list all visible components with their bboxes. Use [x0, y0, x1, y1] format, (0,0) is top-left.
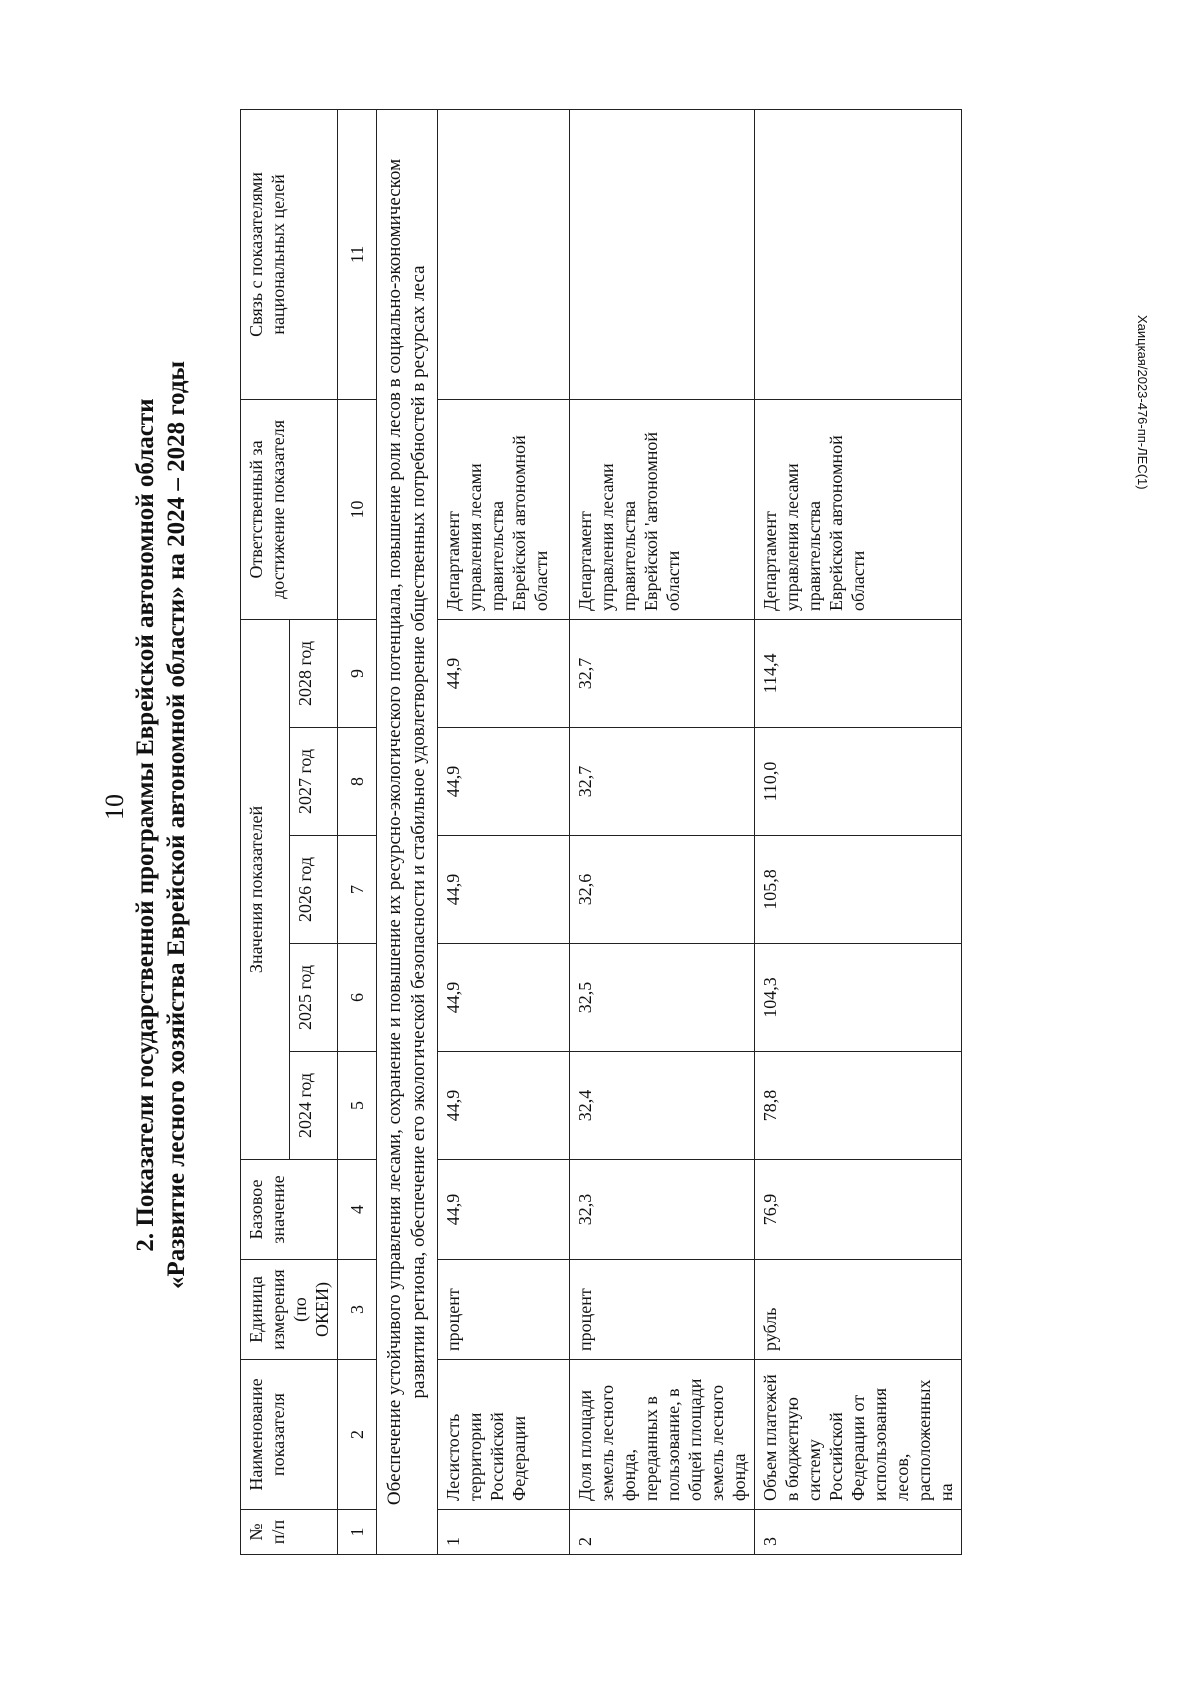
- row-name: Объем платежей в бюджетную систему Российской Федерации от использования лесов, расположенных на: [755, 1360, 962, 1510]
- column-number: 9: [338, 619, 377, 727]
- column-number: 10: [338, 399, 377, 619]
- indicators-table: [240, 109, 962, 1555]
- title-line-2: «Развитие лесного хозяйства Еврейской автономной области» на 2024 – 2028 годы: [163, 360, 190, 1290]
- table-row: [755, 109, 962, 1554]
- column-number: 2: [338, 1360, 377, 1510]
- row-value-2024: 44,9: [438, 1052, 570, 1160]
- responsible-line: правительства: [487, 501, 507, 611]
- row-responsible: [570, 399, 755, 619]
- row-unit: процент: [570, 1260, 755, 1360]
- goal-row: [377, 109, 438, 1554]
- row-name: Доля площади земель лесного фонда, переданных в пользование, в общей площади земель лесного фонда: [570, 1360, 755, 1510]
- column-number: 8: [338, 728, 377, 836]
- row-value-2027: 44,9: [438, 728, 570, 836]
- row-value-2024: 78,8: [755, 1052, 962, 1160]
- responsible-line: Еврейской 'автономной: [641, 432, 661, 611]
- column-number: 5: [338, 1052, 377, 1160]
- document-footer: Хаицкая/2023-476-пп-ЛЕС(1): [1135, 315, 1150, 490]
- row-value-2026: 105,8: [755, 836, 962, 944]
- row-value-2027: 32,7: [570, 728, 755, 836]
- row-value-2028: 114,4: [755, 619, 962, 727]
- header-base: Базовое значение: [241, 1160, 338, 1260]
- row-value-2025: 44,9: [438, 944, 570, 1052]
- rotated-content: [130, 95, 1080, 1555]
- row-responsible: [755, 399, 962, 619]
- responsible-line: Еврейской автономной: [509, 435, 529, 611]
- row-base: 32,3: [570, 1160, 755, 1260]
- responsible-line: области: [531, 550, 551, 611]
- header-responsible: Ответственный за достижение показателя: [241, 399, 338, 619]
- responsible-line: управления лесами: [597, 463, 617, 611]
- header-link: Связь с показателями национальных целей: [241, 109, 338, 399]
- row-responsible: [438, 399, 570, 619]
- responsible-line: Департамент: [760, 511, 780, 611]
- responsible-line: управления лесами: [465, 463, 485, 611]
- table-row: [570, 109, 755, 1554]
- row-unit: рубль: [755, 1260, 962, 1360]
- column-number: 4: [338, 1160, 377, 1260]
- row-value-2026: 44,9: [438, 836, 570, 944]
- header-year: 2025 год: [289, 944, 338, 1052]
- header-year: 2028 год: [289, 619, 338, 727]
- responsible-line: Еврейской автономной: [826, 435, 846, 611]
- header-unit: Единица измерения (по ОКЕИ): [241, 1260, 338, 1360]
- header-name: Наименование показателя: [241, 1360, 338, 1510]
- row-value-2028: 32,7: [570, 619, 755, 727]
- row-num: 1: [438, 1510, 570, 1555]
- column-number-row: [338, 109, 377, 1554]
- column-number: 6: [338, 944, 377, 1052]
- row-value-2025: 104,3: [755, 944, 962, 1052]
- row-value-2028: 44,9: [438, 619, 570, 727]
- row-base: 44,9: [438, 1160, 570, 1260]
- header-year: 2026 год: [289, 836, 338, 944]
- row-num: 3: [755, 1510, 962, 1555]
- title-line-1: 2. Показатели государственной программы Еврейской автономной области: [132, 398, 159, 1252]
- header-num: № п/п: [241, 1510, 338, 1555]
- column-number: 7: [338, 836, 377, 944]
- responsible-line: правительства: [804, 501, 824, 611]
- page-number: 10: [100, 794, 129, 820]
- row-unit: процент: [438, 1260, 570, 1360]
- goal-text: Обеспечение устойчивого управления лесами, сохранение и повышение их ресурсно-экологического потенциала, повышение роли лесов в социально-экономическом развитии региона, обеспечение его экологической безопасности и стабильное удовлетворение общественных потребностей в ресурсах леса: [377, 109, 438, 1554]
- document-title: [130, 95, 192, 1555]
- header-year: 2024 год: [289, 1052, 338, 1160]
- column-number: 11: [338, 109, 377, 399]
- row-value-2026: 32,6: [570, 836, 755, 944]
- row-base: 76,9: [755, 1160, 962, 1260]
- header-row-1: [241, 109, 290, 1554]
- row-value-2024: 32,4: [570, 1052, 755, 1160]
- column-number: 1: [338, 1510, 377, 1555]
- row-link: [755, 109, 962, 399]
- responsible-line: Департамент: [443, 511, 463, 611]
- responsible-line: области: [663, 550, 683, 611]
- column-number: 3: [338, 1260, 377, 1360]
- row-value-2027: 110,0: [755, 728, 962, 836]
- row-num: 2: [570, 1510, 755, 1555]
- header-year: 2027 год: [289, 728, 338, 836]
- responsible-line: Департамент: [575, 511, 595, 611]
- responsible-line: области: [848, 550, 868, 611]
- responsible-line: правительства: [619, 501, 639, 611]
- row-link: [570, 109, 755, 399]
- row-link: [438, 109, 570, 399]
- table-row: [438, 109, 570, 1554]
- row-name: Лесистость территории Российской Федерации: [438, 1360, 570, 1510]
- row-value-2025: 32,5: [570, 944, 755, 1052]
- responsible-line: управления лесами: [782, 463, 802, 611]
- header-values: Значения показателей: [241, 619, 290, 1159]
